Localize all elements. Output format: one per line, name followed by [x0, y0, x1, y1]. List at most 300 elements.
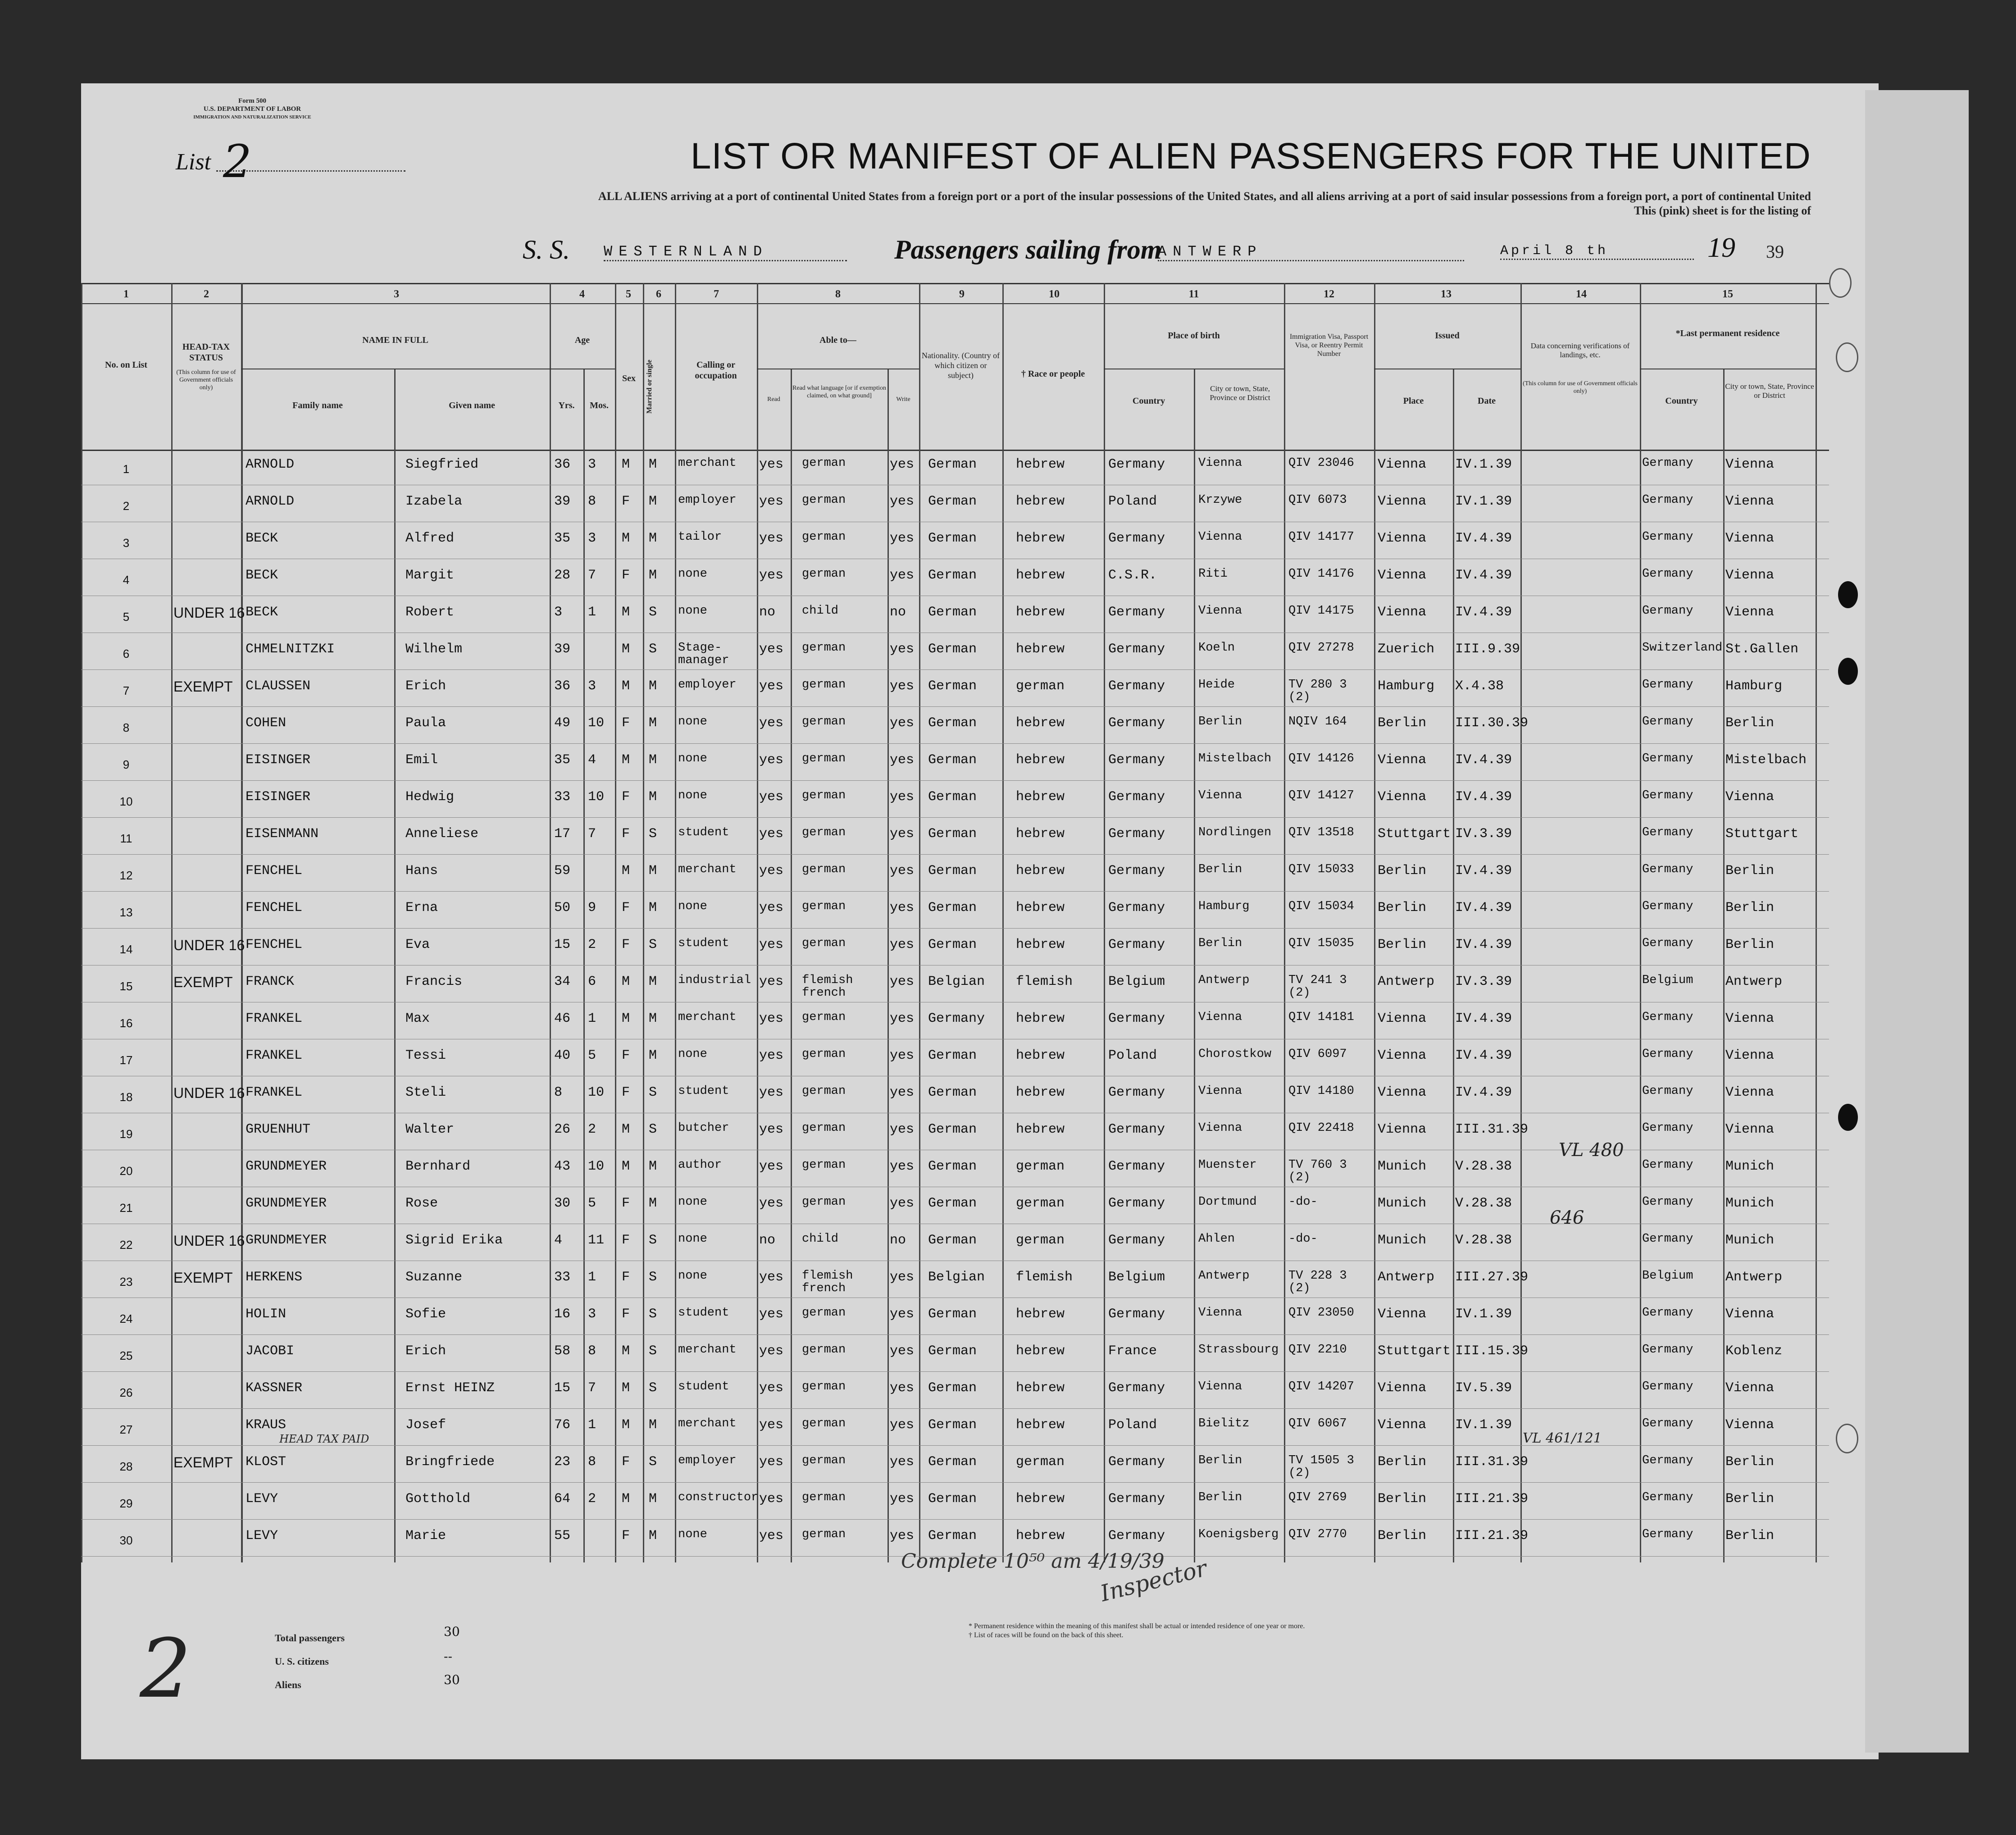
age-years: 50: [554, 900, 571, 915]
family-name: COHEN: [246, 715, 287, 731]
given-name: Steli: [405, 1085, 446, 1100]
total-passengers-value: 30: [444, 1624, 460, 1639]
read-language: german: [802, 567, 846, 581]
sex: M: [622, 752, 630, 768]
issue-date: IV.4.39: [1455, 752, 1512, 768]
given-name: Anneliese: [405, 826, 479, 842]
row-divider: [81, 743, 1829, 744]
can-write: yes: [890, 1159, 915, 1174]
data-annotation-3: VL 461/121: [1523, 1430, 1602, 1446]
residence-city: Vienna: [1725, 568, 1775, 583]
given-name: Hedwig: [405, 789, 455, 805]
given-name: Robert: [405, 605, 455, 620]
issue-date: IV.1.39: [1455, 494, 1512, 509]
birth-country: Poland: [1108, 1048, 1157, 1063]
marital-status: M: [649, 1528, 657, 1544]
sex: F: [622, 937, 630, 952]
visa-number: QIV 15033: [1288, 863, 1354, 876]
given-name: Margit: [405, 568, 455, 583]
row-number: 19: [119, 1127, 133, 1141]
birth-country: Germany: [1108, 1011, 1165, 1026]
footnote-races: † List of races will be found on the back of this sheet.: [969, 1631, 1124, 1639]
age-years: 23: [554, 1454, 571, 1470]
issue-date: IV.1.39: [1455, 1417, 1512, 1433]
nationality: German: [928, 900, 977, 915]
header-read: Read: [767, 396, 780, 403]
age-months: 8: [588, 1454, 596, 1470]
age-months: 9: [588, 900, 596, 915]
visa-number: QIV 27278: [1288, 641, 1354, 655]
given-name: Rose: [405, 1196, 438, 1211]
visa-number: QIV 23046: [1288, 456, 1354, 470]
can-read: yes: [759, 531, 784, 546]
race: hebrew: [1016, 494, 1065, 509]
age-months: 11: [588, 1233, 605, 1248]
sex: F: [622, 1233, 630, 1248]
table-row: [81, 597, 1829, 634]
marital-status: S: [649, 826, 657, 842]
birth-country: Poland: [1108, 494, 1157, 509]
can-write: yes: [890, 863, 915, 879]
occupation: employer: [678, 493, 737, 507]
issue-date: V.28.38: [1455, 1196, 1512, 1211]
issue-date: III.30.39: [1455, 715, 1529, 731]
race: hebrew: [1016, 826, 1065, 842]
header-issue-place: Place: [1403, 396, 1424, 406]
head-tax-status: UNDER 16: [173, 1085, 245, 1101]
sex: M: [622, 1122, 630, 1137]
issue-place: Berlin: [1378, 1491, 1427, 1507]
read-language: german: [802, 826, 846, 839]
col-num: 12: [1324, 288, 1334, 300]
issue-place: Vienna: [1378, 1011, 1427, 1026]
residence-country: Germany: [1642, 493, 1693, 507]
race: hebrew: [1016, 789, 1065, 805]
sex: F: [622, 1270, 630, 1285]
table-row: [81, 1484, 1829, 1521]
can-read: yes: [759, 642, 784, 657]
marital-status: M: [649, 531, 657, 546]
can-write: yes: [890, 1380, 915, 1396]
department: U.S. DEPARTMENT OF LABOR: [203, 105, 301, 113]
issue-place: Stuttgart: [1378, 1343, 1451, 1359]
race: hebrew: [1016, 642, 1065, 657]
birth-city: Berlin: [1198, 937, 1242, 950]
marital-status: M: [649, 457, 657, 472]
ss-label: S. S.: [523, 235, 570, 264]
col-num: 10: [1049, 288, 1060, 300]
nationality: German: [928, 1380, 977, 1396]
race: hebrew: [1016, 1085, 1065, 1100]
residence-country: Germany: [1642, 1121, 1693, 1135]
issue-date: III.31.39: [1455, 1122, 1529, 1137]
header-last-residence: *Last permanent residence: [1675, 328, 1780, 338]
can-write: no: [890, 1233, 906, 1248]
marital-status: M: [649, 715, 657, 731]
occupation: none: [678, 1232, 707, 1246]
head-tax-status: UNDER 16: [173, 1233, 245, 1249]
header-mos: Mos.: [590, 401, 609, 410]
residence-city: Vienna: [1725, 494, 1775, 509]
given-name: Erich: [405, 1343, 446, 1359]
sex: M: [622, 1343, 630, 1359]
can-write: yes: [890, 531, 915, 546]
occupation: author: [678, 1158, 722, 1172]
row-divider: [81, 1482, 1829, 1483]
nationality: German: [928, 1454, 977, 1470]
col-num: 2: [204, 288, 209, 300]
row-number: 30: [119, 1534, 133, 1547]
issue-date: IV.4.39: [1455, 1085, 1512, 1100]
occupation: merchant: [678, 1417, 737, 1430]
row-number: 10: [119, 795, 133, 808]
marital-status: S: [649, 937, 657, 952]
can-read: yes: [759, 1011, 784, 1026]
visa-number: QIV 14126: [1288, 752, 1354, 765]
birth-country: Poland: [1108, 1417, 1157, 1433]
family-name: GRUENHUT: [246, 1122, 311, 1137]
nationality: German: [928, 605, 977, 620]
age-months: 1: [588, 1270, 596, 1285]
given-name: Bernhard: [405, 1159, 471, 1174]
visa-number: QIV 6097: [1288, 1047, 1347, 1061]
nationality: German: [928, 1196, 977, 1211]
col-number-border: [81, 303, 1829, 304]
birth-country: Germany: [1108, 863, 1165, 879]
totals-block: [275, 1626, 345, 1697]
age-years: 3: [554, 605, 563, 620]
visa-number: -do-: [1288, 1232, 1318, 1246]
can-read: yes: [759, 1270, 784, 1285]
birth-country: Belgium: [1108, 974, 1165, 989]
race: hebrew: [1016, 1011, 1065, 1026]
residence-city: Vienna: [1725, 1048, 1775, 1063]
residence-country: Germany: [1642, 1491, 1693, 1504]
col-num: 13: [1441, 288, 1452, 300]
head-tax-status: EXEMPT: [173, 1270, 233, 1286]
can-read: yes: [759, 1122, 784, 1137]
read-language: german: [802, 1047, 846, 1061]
sex: M: [622, 457, 630, 472]
table-row: [81, 524, 1829, 560]
table-row: [81, 856, 1829, 893]
can-read: yes: [759, 937, 784, 952]
can-write: yes: [890, 1343, 915, 1359]
birth-city: Hamburg: [1198, 900, 1250, 913]
residence-country: Germany: [1642, 678, 1693, 692]
race: flemish: [1016, 1270, 1073, 1285]
can-write: yes: [890, 1491, 915, 1507]
issue-place: Zuerich: [1378, 642, 1435, 657]
residence-city: Vienna: [1725, 1122, 1775, 1137]
issue-place: Berlin: [1378, 1454, 1427, 1470]
birth-city: Riti: [1198, 567, 1228, 581]
col-num: 3: [394, 288, 399, 300]
visa-number: QIV 2769: [1288, 1491, 1347, 1504]
can-read: yes: [759, 494, 784, 509]
birth-country: Germany: [1108, 752, 1165, 768]
family-name: FENCHEL: [246, 900, 303, 915]
passenger-rows: [81, 450, 1834, 1558]
issue-place: Munich: [1378, 1196, 1427, 1211]
age-years: 36: [554, 457, 571, 472]
sex: M: [622, 531, 630, 546]
visa-number: TV 280 3 (2): [1288, 678, 1347, 704]
head-tax-status: EXEMPT: [173, 678, 233, 695]
family-name: FRANKEL: [246, 1085, 303, 1100]
col-num: 11: [1188, 288, 1199, 300]
occupation: butcher: [678, 1121, 729, 1135]
header-age: Age: [574, 335, 590, 345]
residence-country: Germany: [1642, 1417, 1693, 1430]
nationality: German: [928, 863, 977, 879]
table-row: [81, 1262, 1829, 1299]
given-name: Wilhelm: [405, 642, 463, 657]
can-write: yes: [890, 826, 915, 842]
age-years: 30: [554, 1196, 571, 1211]
marital-status: M: [649, 494, 657, 509]
issue-date: IV.1.39: [1455, 1307, 1512, 1322]
issue-place: Stuttgart: [1378, 826, 1451, 842]
occupation: student: [678, 826, 729, 839]
table-row: [81, 450, 1829, 487]
given-name: Emil: [405, 752, 438, 768]
issue-date: III.15.39: [1455, 1343, 1529, 1359]
occupation: none: [678, 1528, 707, 1541]
occupation: merchant: [678, 1011, 737, 1024]
col-num: 14: [1576, 288, 1587, 300]
sailing-date: April 8 th: [1500, 243, 1694, 260]
header-sex: Sex: [622, 373, 636, 383]
birth-city: Ahlen: [1198, 1232, 1235, 1246]
issue-place: Vienna: [1378, 568, 1427, 583]
age-months: 4: [588, 752, 596, 768]
residence-country: Germany: [1642, 752, 1693, 765]
age-months: 3: [588, 457, 596, 472]
row-number: 25: [119, 1349, 133, 1362]
birth-country: Germany: [1108, 1380, 1165, 1396]
residence-city: Munich: [1725, 1233, 1775, 1248]
visa-number: QIV 2770: [1288, 1528, 1347, 1541]
race: hebrew: [1016, 1307, 1065, 1322]
residence-city: Berlin: [1725, 863, 1775, 879]
given-name: Ernst HEINZ: [405, 1380, 495, 1396]
sex: F: [622, 1085, 630, 1100]
can-write: yes: [890, 974, 915, 989]
issue-place: Vienna: [1378, 1380, 1427, 1396]
birth-city: Antwerp: [1198, 1269, 1250, 1283]
residence-country: Belgium: [1642, 1269, 1693, 1283]
birth-city: Dortmund: [1198, 1195, 1257, 1209]
age-months: 10: [588, 715, 605, 731]
residence-city: Vienna: [1725, 1380, 1775, 1396]
residence-country: Germany: [1642, 1528, 1693, 1541]
subtitle-line-1: ALL ALIENS arriving at a port of continental United States from a foreign port or a port of the insular possessions of the United States, and all aliens arriving at a port of said insular possessions from a foreign port, a port of continental United: [598, 190, 1811, 203]
issue-place: Vienna: [1378, 494, 1427, 509]
occupation: none: [678, 567, 707, 581]
punch-hole-icon: [1838, 658, 1858, 685]
occupation: none: [678, 1047, 707, 1061]
age-years: 17: [554, 826, 571, 842]
can-read: yes: [759, 1417, 784, 1433]
can-write: yes: [890, 789, 915, 805]
birth-country: Germany: [1108, 715, 1165, 731]
occupation: industrial: [678, 974, 751, 987]
can-write: yes: [890, 900, 915, 915]
birth-country: Germany: [1108, 1454, 1165, 1470]
residence-city: Vienna: [1725, 1085, 1775, 1100]
sex: M: [622, 1380, 630, 1396]
table-row: [81, 930, 1829, 967]
occupation: merchant: [678, 1343, 737, 1357]
residence-city: Berlin: [1725, 937, 1775, 952]
issue-place: Berlin: [1378, 937, 1427, 952]
marital-status: M: [649, 863, 657, 879]
row-number: 14: [119, 943, 133, 956]
residence-city: Vienna: [1725, 1011, 1775, 1026]
birth-country: C.S.R.: [1108, 568, 1157, 583]
can-write: yes: [890, 715, 915, 731]
row-number: 12: [119, 869, 133, 882]
table-row: [81, 1078, 1829, 1115]
given-name: Francis: [405, 974, 463, 989]
nationality: German: [928, 1233, 977, 1248]
age-years: 59: [554, 863, 571, 879]
read-language: german: [802, 863, 846, 876]
row-number: 16: [119, 1016, 133, 1030]
nationality: German: [928, 715, 977, 731]
issue-date: IV.3.39: [1455, 974, 1512, 989]
can-read: yes: [759, 1159, 784, 1174]
can-write: yes: [890, 752, 915, 768]
issue-place: Vienna: [1378, 1307, 1427, 1322]
race: hebrew: [1016, 568, 1065, 583]
given-name: Marie: [405, 1528, 446, 1544]
visa-number: QIV 14176: [1288, 567, 1354, 581]
visa-number: QIV 6067: [1288, 1417, 1347, 1430]
row-divider: [81, 891, 1829, 892]
issue-date: IV.4.39: [1455, 531, 1512, 546]
residence-city: Berlin: [1725, 1491, 1775, 1507]
birth-city: Nordlingen: [1198, 826, 1272, 839]
visa-number: QIV 14181: [1288, 1011, 1354, 1024]
read-language: german: [802, 678, 846, 692]
issue-date: IV.3.39: [1455, 826, 1512, 842]
issue-date: IV.4.39: [1455, 1048, 1512, 1063]
age-months: 2: [588, 937, 596, 952]
header-visa: Immigration Visa, Passport Visa, or Reentry Permit Number: [1289, 333, 1369, 358]
sex: F: [622, 1528, 630, 1544]
race: hebrew: [1016, 1380, 1065, 1396]
issue-place: Vienna: [1378, 531, 1427, 546]
sailing-label: Passengers sailing from: [894, 235, 1162, 264]
marital-status: M: [649, 974, 657, 989]
issue-date: V.28.38: [1455, 1159, 1512, 1174]
nationality: German: [928, 1048, 977, 1063]
race: hebrew: [1016, 1122, 1065, 1137]
given-name: Alfred: [405, 531, 455, 546]
sex: M: [622, 605, 630, 620]
birth-country: Germany: [1108, 789, 1165, 805]
table-row: [81, 1447, 1829, 1484]
header-name-in-full: NAME IN FULL: [362, 335, 428, 345]
birth-country: Germany: [1108, 1085, 1165, 1100]
age-months: 2: [588, 1122, 596, 1137]
birth-country: France: [1108, 1343, 1157, 1359]
row-divider: [81, 928, 1829, 929]
read-language: german: [802, 1158, 846, 1172]
can-write: yes: [890, 1454, 915, 1470]
sex: F: [622, 494, 630, 509]
can-write: yes: [890, 1085, 915, 1100]
issue-place: Munich: [1378, 1159, 1427, 1174]
occupation: none: [678, 900, 707, 913]
occupation: Stage-manager: [678, 641, 729, 667]
issue-date: III.9.39: [1455, 642, 1520, 657]
issue-date: IV.1.39: [1455, 457, 1512, 472]
occupation: none: [678, 1269, 707, 1283]
family-name: LEVY: [246, 1528, 278, 1544]
visa-number: QIV 22418: [1288, 1121, 1354, 1135]
birth-country: Germany: [1108, 642, 1165, 657]
year-suffix: 39: [1766, 241, 1784, 262]
birth-city: Berlin: [1198, 1491, 1242, 1504]
age-years: 15: [554, 1380, 571, 1396]
age-years: 39: [554, 642, 571, 657]
residence-country: Germany: [1642, 1158, 1693, 1172]
visa-number: QIV 2210: [1288, 1343, 1347, 1357]
race: german: [1016, 1159, 1065, 1174]
row-number: 3: [123, 536, 130, 550]
can-write: yes: [890, 1270, 915, 1285]
read-language: german: [802, 1306, 846, 1320]
table-row: [81, 1299, 1829, 1336]
col-num: 15: [1722, 288, 1733, 300]
sex: M: [622, 678, 630, 694]
head-tax-status: EXEMPT: [173, 1454, 233, 1471]
age-years: 34: [554, 974, 571, 989]
nationality: German: [928, 1343, 977, 1359]
race: hebrew: [1016, 937, 1065, 952]
residence-city: St.Gallen: [1725, 642, 1799, 657]
residence-country: Germany: [1642, 1084, 1693, 1098]
table-row: [81, 967, 1829, 1004]
visa-number: QIV 13518: [1288, 826, 1354, 839]
col-num: 1: [123, 288, 129, 300]
residence-country: Germany: [1642, 456, 1693, 470]
birth-country: Germany: [1108, 826, 1165, 842]
head-tax-paid-note: HEAD TAX PAID: [279, 1433, 369, 1445]
marital-status: M: [649, 789, 657, 805]
issue-place: Antwerp: [1378, 1270, 1435, 1285]
can-write: yes: [890, 937, 915, 952]
nationality: German: [928, 1528, 977, 1544]
family-name: LEVY: [246, 1491, 278, 1507]
age-years: 15: [554, 937, 571, 952]
family-name: EISENMANN: [246, 826, 319, 842]
birth-city: Vienna: [1198, 456, 1242, 470]
issue-date: III.21.39: [1455, 1528, 1529, 1544]
sex: M: [622, 863, 630, 879]
age-years: 58: [554, 1343, 571, 1359]
row-number: 24: [119, 1312, 133, 1325]
can-read: yes: [759, 1380, 784, 1396]
row-number: 28: [119, 1460, 133, 1473]
header-data-landings: Data concerning verifications of landings, etc.: [1530, 342, 1630, 359]
family-name: HERKENS: [246, 1270, 303, 1285]
read-language: german: [802, 752, 846, 765]
visa-number: QIV 23050: [1288, 1306, 1354, 1320]
